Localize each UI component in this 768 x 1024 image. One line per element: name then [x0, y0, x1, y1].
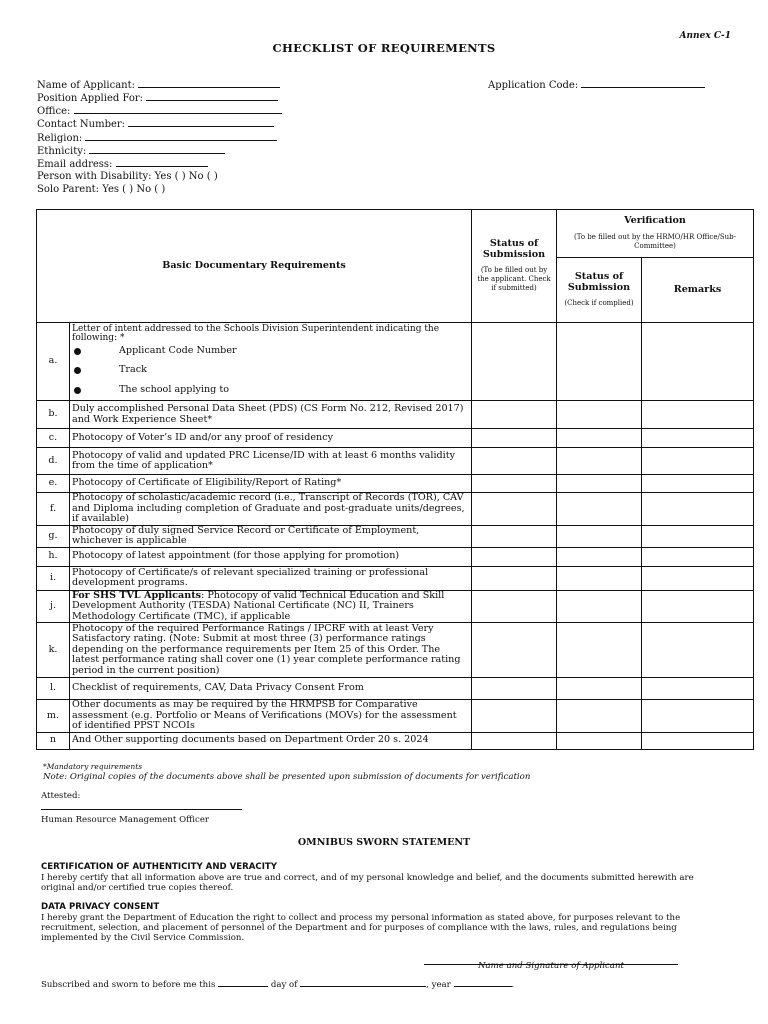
ethnicity-label: Ethnicity: — [37, 146, 87, 157]
remarks-cell[interactable] — [642, 732, 754, 749]
bullet-icon — [74, 367, 81, 374]
office-field[interactable] — [37, 104, 282, 118]
row-bold-prefix: For SHS TVL Applicants — [72, 589, 202, 601]
table-row — [37, 475, 754, 493]
ethnicity-blank[interactable] — [89, 144, 225, 154]
status-checkbox-cell[interactable] — [472, 448, 557, 475]
row-text: Photocopy of Certificate of Eligibility/Report of Rating* — [70, 475, 472, 493]
sworn-month-blank[interactable] — [300, 977, 426, 987]
row-text: Photocopy of valid and updated PRC License/ID with at least 6 months validity from the time of application* — [70, 448, 472, 475]
privacy-heading: DATA PRIVACY CONSENT — [41, 902, 160, 912]
sworn-end: . — [511, 980, 515, 990]
row-letter: k. — [37, 623, 70, 678]
row-letter: h. — [37, 547, 70, 566]
table-row — [37, 547, 754, 566]
table-row — [37, 623, 754, 678]
status-checkbox-cell[interactable] — [472, 678, 557, 700]
page-title: CHECKLIST OF REQUIREMENTS — [272, 41, 496, 55]
bullet-item — [74, 385, 469, 396]
vstatus-note: (Check if complied) — [564, 299, 634, 307]
table-row — [37, 401, 754, 429]
row-text: Photocopy of latest appointment (for those applying for promotion) — [70, 547, 472, 566]
status-header — [472, 210, 557, 323]
verification-checkbox-cell[interactable] — [557, 493, 642, 526]
row-text: Photocopy of the required Performance Ratings / IPCRF with at least Very Satisfactory rating. (Note: Submit at most three (3) performance ratings depending on the performance requirements per Item 25 of this Order. The latest performance rating shall cover one (1) year complete performance rating period in the current position) — [70, 623, 472, 678]
remarks-cell[interactable] — [642, 429, 754, 448]
remarks-cell[interactable] — [642, 475, 754, 493]
remarks-cell[interactable] — [642, 678, 754, 700]
row-text: Checklist of requirements, CAV, Data Privacy Consent From — [70, 678, 472, 700]
status-checkbox-cell[interactable] — [472, 525, 557, 547]
row-letter: c. — [37, 429, 70, 448]
status-checkbox-cell[interactable] — [472, 475, 557, 493]
religion-field[interactable] — [37, 131, 277, 145]
bullet-item — [74, 346, 469, 357]
row-text: Photocopy of duly signed Service Record or Certificate of Employment, whichever is applicable — [70, 525, 472, 547]
mandatory-note: *Mandatory requirements — [43, 762, 143, 771]
requirements-table — [36, 209, 754, 750]
row-letter: m. — [37, 700, 70, 733]
email-blank[interactable] — [116, 157, 208, 167]
remarks-cell[interactable] — [642, 566, 754, 590]
verification-checkbox-cell[interactable] — [557, 323, 642, 401]
privacy-text: I hereby grant the Department of Education the right to collect and process my personal information as stated above, for purposes relevant to the recruitment, selection, and placement of personnel of the Department and for purposes of compliance with the laws, rules, and regulations being implemented by the Civil Service Commission. — [41, 913, 681, 943]
status-checkbox-cell[interactable] — [472, 700, 557, 733]
row-letter: g. — [37, 525, 70, 547]
hrmo-signature-line[interactable] — [41, 809, 242, 810]
bullet-label: Track — [119, 364, 147, 376]
row-letter: d. — [37, 448, 70, 475]
table-row — [37, 429, 754, 448]
remarks-cell[interactable] — [642, 401, 754, 429]
remarks-cell[interactable] — [642, 700, 754, 733]
original-copies-note: Note: Original copies of the documents above shall be presented upon submission of documents for verification — [43, 772, 531, 782]
position-blank[interactable] — [146, 91, 278, 101]
certification-heading: CERTIFICATION OF AUTHENTICITY AND VERACITY — [41, 862, 278, 872]
verification-checkbox-cell[interactable] — [557, 678, 642, 700]
vstatus-title: Status of Submission — [567, 271, 631, 293]
verification-checkbox-cell[interactable] — [557, 623, 642, 678]
verification-title: Verification — [624, 215, 686, 227]
status-header-title: Status of Submission — [482, 238, 546, 260]
row-letter: n — [37, 732, 70, 749]
row-text — [70, 323, 472, 401]
sworn-year: , year — [426, 980, 451, 990]
certification-text: I hereby certify that all information above are true and correct, and of my personal knowledge and belief, and the documents submitted herewith are original and/or certified true copies thereof. — [41, 873, 694, 893]
row-text: Photocopy of Certificate/s of relevant specialized training or professional development programs. — [70, 566, 472, 590]
email-field[interactable] — [37, 157, 208, 171]
position-field[interactable] — [37, 91, 278, 105]
remarks-cell[interactable] — [642, 623, 754, 678]
signature-caption: Name and Signature of Applicant — [478, 961, 624, 971]
verification-checkbox-cell[interactable] — [557, 475, 642, 493]
contact-blank[interactable] — [128, 117, 274, 127]
remarks-cell[interactable] — [642, 525, 754, 547]
verification-checkbox-cell[interactable] — [557, 590, 642, 623]
pwd-field[interactable]: Person with Disability: Yes ( ) No ( ) — [37, 171, 218, 182]
bullet-label: Applicant Code Number — [119, 344, 237, 356]
verification-checkbox-cell[interactable] — [557, 401, 642, 429]
table-row — [37, 323, 754, 401]
remarks-cell[interactable] — [642, 547, 754, 566]
religion-blank[interactable] — [85, 131, 277, 141]
contact-label: Contact Number: — [37, 119, 126, 130]
status-checkbox-cell[interactable] — [472, 547, 557, 566]
remarks-header: Remarks — [642, 258, 754, 323]
omnibus-title: OMNIBUS SWORN STATEMENT — [297, 837, 471, 848]
status-checkbox-cell[interactable] — [472, 732, 557, 749]
bullet-icon — [74, 387, 81, 394]
sworn-prefix: Subscribed and sworn to before me this — [41, 980, 216, 990]
bullet-item — [74, 365, 469, 376]
table-row — [37, 732, 754, 749]
verification-status-header — [557, 258, 642, 323]
row-text: Photocopy of scholastic/academic record (i.e., Transcript of Records (TOR), CAV and Diploma including completion of Graduate and post-graduate units/degrees, if available) — [70, 493, 472, 526]
table-row — [37, 493, 754, 526]
sworn-day-blank[interactable] — [218, 977, 268, 987]
sworn-year-blank[interactable] — [454, 977, 512, 987]
verification-checkbox-cell[interactable] — [557, 525, 642, 547]
app-code-blank[interactable] — [581, 78, 705, 88]
row-letter: f. — [37, 493, 70, 526]
table-row — [37, 448, 754, 475]
verification-checkbox-cell[interactable] — [557, 566, 642, 590]
verification-checkbox-cell[interactable] — [557, 732, 642, 749]
table-row — [37, 525, 754, 547]
status-checkbox-cell[interactable] — [472, 566, 557, 590]
name-blank[interactable] — [138, 78, 280, 88]
row-letter: i. — [37, 566, 70, 590]
attested-label: Attested: — [41, 791, 81, 801]
hrmo-label: Human Resource Management Officer — [41, 815, 210, 825]
row-letter: b. — [37, 401, 70, 429]
remarks-cell[interactable] — [642, 493, 754, 526]
row-text: Other documents as may be required by the HRMPSB for Comparative assessment (e.g. Portfolio or Means of Verifications (MOVs) for the assessment of identified PPST NCOIs — [70, 700, 472, 733]
row-a-intro: Letter of intent addressed to the Schools Division Superintendent indicating the following: * — [72, 323, 440, 343]
ethnicity-field[interactable] — [37, 144, 225, 158]
verification-header — [557, 210, 754, 258]
row-text: Photocopy of Voter’s ID and/or any proof of residency — [70, 429, 472, 448]
annex-label: Annex C-1 — [679, 31, 731, 41]
status-checkbox-cell[interactable] — [472, 590, 557, 623]
status-checkbox-cell[interactable] — [472, 623, 557, 678]
row-letter: e. — [37, 475, 70, 493]
application-code-field[interactable] — [488, 78, 705, 92]
row-letter: l. — [37, 678, 70, 700]
sworn-statement — [41, 977, 514, 990]
row-letter: a. — [37, 323, 70, 401]
name-label: Name of Applicant: — [37, 80, 136, 91]
bullet-label: The school applying to — [119, 383, 230, 395]
remarks-cell[interactable] — [642, 323, 754, 401]
basic-requirements-header: Basic Documentary Requirements — [37, 210, 472, 323]
verification-checkbox-cell[interactable] — [557, 547, 642, 566]
contact-field[interactable] — [37, 117, 274, 131]
verification-note: (To be filled out by the HRMO/HR Office/Sub-Committee) — [573, 232, 736, 250]
office-blank[interactable] — [74, 104, 282, 114]
table-row — [37, 590, 754, 623]
status-checkbox-cell[interactable] — [472, 429, 557, 448]
status-header-note: (To be filled out by the applicant. Check if submitted) — [477, 266, 551, 292]
table-row — [37, 678, 754, 700]
status-checkbox-cell[interactable] — [472, 401, 557, 429]
table-row — [37, 700, 754, 733]
row-text: Duly accomplished Personal Data Sheet (PDS) (CS Form No. 212, Revised 2017) and Work Experience Sheet* — [70, 401, 472, 429]
office-label: Office: — [37, 106, 71, 117]
verification-checkbox-cell[interactable] — [557, 429, 642, 448]
row-text-body: : Photocopy of valid Technical Education and Skill Development Authority (TESDA) National Certificate (NC) II, Trainers Methodology Certificate (TMC), if applicable — [72, 589, 445, 622]
status-checkbox-cell[interactable] — [472, 493, 557, 526]
verification-checkbox-cell[interactable] — [557, 700, 642, 733]
verification-checkbox-cell[interactable] — [557, 448, 642, 475]
position-label: Position Applied For: — [37, 93, 144, 104]
remarks-cell[interactable] — [642, 590, 754, 623]
table-row — [37, 566, 754, 590]
app-code-label: Application Code: — [488, 80, 579, 91]
name-field[interactable] — [37, 78, 280, 92]
row-text: And Other supporting documents based on Department Order 20 s. 2024 — [70, 732, 472, 749]
remarks-cell[interactable] — [642, 448, 754, 475]
status-checkbox-cell[interactable] — [472, 323, 557, 401]
religion-label: Religion: — [37, 133, 83, 144]
row-letter: j. — [37, 590, 70, 623]
solo-parent-field[interactable]: Solo Parent: Yes ( ) No ( ) — [37, 184, 166, 195]
sworn-day: day of — [270, 980, 298, 990]
email-label: Email address: — [37, 159, 113, 170]
bullet-icon — [74, 348, 81, 355]
row-text — [70, 590, 472, 623]
